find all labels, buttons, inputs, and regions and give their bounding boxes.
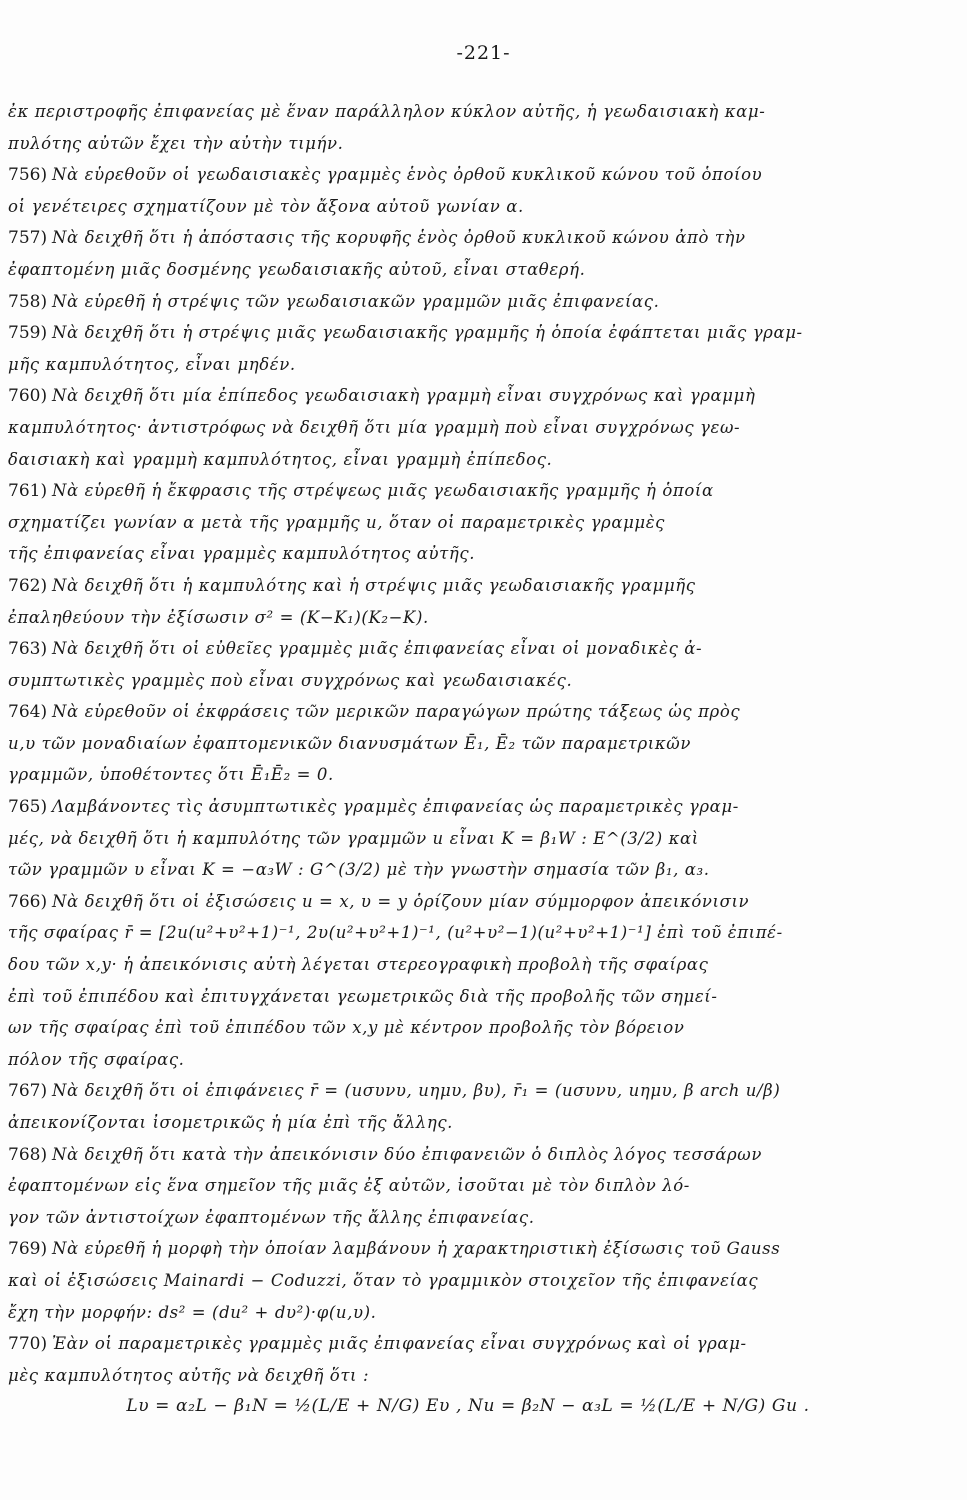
text-line — [8, 728, 888, 760]
exercise-number: 764) — [8, 702, 48, 723]
exercise-number: 763) — [8, 639, 48, 660]
line-text: Ἐὰν οἱ παραμετρικὲς γραμμὲς μιᾶς ἐπιφανείας εἶναι συγχρόνως καὶ οἱ γραμ- — [52, 1334, 747, 1354]
line-text: ἐκ περιστροφῆς ἐπιφανείας μὲ ἕναν παράλληλον κύκλον αὐτῆς, ἡ γεωδαισιακὴ καμ- — [8, 102, 766, 121]
line-text: Νὰ δειχθῆ ὅτι μία ἐπίπεδος γεωδαισιακὴ γραμμὴ εἶναι συγχρόνως καὶ γραμμὴ — [52, 386, 756, 406]
line-text: πόλον τῆς σφαίρας. — [8, 1049, 185, 1069]
line-text: τῆς σφαίρας r̄ = [2u(u²+υ²+1)⁻¹, 2υ(u²+υ²+1)⁻¹, (u²+υ²−1)(u²+υ²+1)⁻¹] ἐπὶ τοῦ ἐπιπέ- — [8, 923, 783, 943]
text-line — [8, 949, 888, 981]
line-text: δου τῶν x,y· ἡ ἀπεικόνισις αὐτὴ λέγεται στερεογραφικὴ προβολὴ τῆς σφαίρας — [8, 955, 709, 975]
line-text: Νὰ εὑρεθῆ ἡ μορφὴ τὴν ὁποίαν λαμβάνουν ἡ χαρακτηριστικὴ ἐξίσωσις τοῦ Gauss — [52, 1239, 781, 1259]
line-text: ἐφαπτομένη μιᾶς δοσμένης γεωδαισιακῆς αὐτοῦ, εἶναι σταθερή. — [8, 259, 586, 279]
line-text: Νὰ εὑρεθῆ ἡ ἔκφρασις τῆς στρέψεως μιᾶς γεωδαισιακῆς γραμμῆς ἡ ὁποία — [52, 481, 714, 501]
line-text: σχηματίζει γωνίαν α μετὰ τῆς γραμμῆς u, ὅταν οἱ παραμετρικὲς γραμμὲς — [8, 512, 666, 532]
text-line — [8, 128, 888, 160]
line-text: u,υ τῶν μοναδιαίων ἐφαπτομενικῶν διανυσμάτων Ē₁, Ē₂ τῶν παραμετρικῶν — [8, 733, 691, 753]
line-text: ἐφαπτομένων εἰς ἕνα σημεῖον τῆς μιᾶς ἐξ αὐτῶν, ἰσοῦται μὲ τὸν διπλὸν λό- — [8, 1176, 690, 1196]
exercise-start-line — [8, 1328, 888, 1360]
exercise-start-line — [8, 886, 888, 918]
text-line — [8, 1265, 888, 1297]
line-text: Νὰ εὑρεθοῦν οἱ ἐκφράσεις τῶν μερικῶν παραγώγων πρώτης τάξεως ὡς πρὸς — [52, 702, 741, 722]
exercise-start-line — [8, 475, 888, 507]
text-line — [8, 1170, 888, 1202]
exercise-start-line — [8, 317, 888, 349]
text-line — [8, 1012, 888, 1044]
line-text: Νὰ δειχθῆ ὅτι ἡ στρέψις μιᾶς γεωδαισιακῆς γραμμῆς ἡ ὁποία ἐφάπτεται μιᾶς γραμ- — [52, 323, 803, 343]
line-text: Νὰ δειχθῆ ὅτι ἡ καμπυλότης καὶ ἡ στρέψις μιᾶς γεωδαισιακῆς γραμμῆς — [52, 575, 696, 595]
exercise-number: 757) — [8, 228, 48, 249]
line-text: γον τῶν ἀντιστοίχων ἐφαπτομένων τῆς ἄλλης ἐπιφανείας. — [8, 1207, 535, 1227]
exercise-start-line — [8, 1075, 888, 1107]
line-text: Νὰ δειχθῆ ὅτι οἱ ἐπιφάνειες r̄ = (uσυνυ, uημυ, βυ), r̄₁ = (uσυνυ, uημυ, β arch u/β) — [52, 1081, 781, 1101]
line-text: Νὰ εὑρεθοῦν οἱ γεωδαισιακὲς γραμμὲς ἑνὸς ὀρθοῦ κυκλικοῦ κώνου τοῦ ὁποίου — [52, 165, 763, 185]
text-line — [8, 854, 888, 886]
line-text: μῆς καμπυλότητος, εἶναι μηδέν. — [8, 354, 296, 374]
exercise-number: 767) — [8, 1081, 48, 1102]
exercise-number: 758) — [8, 291, 48, 312]
line-text: μὲς καμπυλότητος αὐτῆς νὰ δειχθῆ ὅτι : — [8, 1365, 370, 1385]
line-text: ἀπεικονίζονται ἰσομετρικῶς ἡ μία ἐπὶ τῆς ἄλλης. — [8, 1113, 454, 1132]
text-line — [8, 507, 888, 539]
line-text: οἱ γενέτειρες σχηματίζουν μὲ τὸν ἄξονα αὐτοῦ γωνίαν α. — [8, 196, 524, 216]
line-text: Νὰ εὑρεθῆ ἡ στρέψις τῶν γεωδαισιακῶν γραμμῶν μιᾶς ἐπιφανείας. — [52, 291, 660, 311]
line-text: ἐπὶ τοῦ ἐπιπέδου καὶ ἐπιτυγχάνεται γεωμετρικῶς διὰ τῆς προβολῆς τῶν σημεί- — [8, 986, 718, 1006]
text-line — [8, 602, 888, 634]
exercise-start-line — [8, 791, 888, 823]
line-text: πυλότης αὐτῶν ἔχει τὴν αὐτὴν τιμήν. — [8, 133, 344, 153]
line-text: μές, νὰ δειχθῆ ὅτι ἡ καμπυλότης τῶν γραμμῶν u εἶναι K = β₁W : E^(3/2) καὶ — [8, 828, 699, 848]
text-line — [8, 1360, 888, 1392]
text-line — [8, 538, 888, 570]
line-text: καμπυλότητος· ἀντιστρόφως νὰ δειχθῆ ὅτι μία γραμμὴ ποὺ εἶναι συγχρόνως γεω- — [8, 417, 741, 437]
exercise-start-line — [8, 633, 888, 665]
exercise-number: 762) — [8, 575, 48, 596]
text-line — [8, 1107, 888, 1139]
text-line — [8, 917, 888, 949]
line-text: ἔχη τὴν μορφήν: ds² = (du² + dυ²)·φ(u,υ). — [8, 1302, 377, 1322]
exercise-start-line — [8, 222, 888, 254]
exercise-number: 759) — [8, 323, 48, 344]
text-line — [8, 444, 888, 476]
line-text: Νὰ δειχθῆ ὅτι οἱ ἐξισώσεις u = x, υ = y ὁρίζουν μίαν σύμμορφον ἀπεικόνισιν — [52, 891, 750, 911]
line-text: τῶν γραμμῶν υ εἶναι K = −α₃W : G^(3/2) μὲ τὴν γνωστὴν σημασία τῶν β₁, α₃. — [8, 860, 710, 880]
line-text: Λαμβάνοντες τὶς ἀσυμπτωτικὲς γραμμὲς ἐπιφανείας ὡς παραμετρικὲς γραμ- — [52, 797, 739, 817]
line-text: δαισιακὴ καὶ γραμμὴ καμπυλότητος, εἶναι γραμμὴ ἐπίπεδος. — [8, 449, 553, 469]
text-line — [8, 412, 888, 444]
exercise-start-line — [8, 1139, 888, 1171]
text-line — [8, 254, 888, 286]
exercise-start-line — [8, 380, 888, 412]
page-number: -221- — [456, 42, 511, 64]
exercise-start-line — [8, 159, 888, 191]
exercise-number: 768) — [8, 1144, 48, 1165]
line-text: γραμμῶν, ὑποθέτοντες ὅτι Ē₁Ē₂ = 0. — [8, 765, 334, 785]
exercise-number: 770) — [8, 1334, 48, 1355]
text-line — [8, 665, 888, 697]
text-line — [8, 1044, 888, 1076]
exercise-start-line — [8, 696, 888, 728]
line-text: Νὰ δειχθῆ ὅτι κατὰ τὴν ἀπεικόνισιν δύο ἐπιφανειῶν ὁ διπλὸς λόγος τεσσάρων — [52, 1144, 762, 1164]
exercise-number: 761) — [8, 481, 48, 502]
line-text: Νὰ δειχθῆ ὅτι οἱ εὐθεῖες γραμμὲς μιᾶς ἐπιφανείας εἶναι οἱ μοναδικὲς ἀ- — [52, 639, 703, 659]
exercise-start-line — [8, 570, 888, 602]
exercise-number: 766) — [8, 891, 48, 912]
exercise-number: 769) — [8, 1239, 48, 1260]
line-text: τῆς ἐπιφανείας εἶναι γραμμὲς καμπυλότητος αὐτῆς. — [8, 544, 476, 564]
line-text: ἐπαληθεύουν τὴν ἐξίσωσιν σ² = (K−K₁)(K₂−K). — [8, 607, 429, 627]
text-line — [8, 1202, 888, 1234]
text-line — [8, 191, 888, 223]
line-text: Νὰ δειχθῆ ὅτι ἡ ἀπόστασις τῆς κορυφῆς ἑνὸς ὀρθοῦ κυκλικοῦ κώνου ἀπὸ τὴν — [52, 228, 746, 248]
exercise-number: 760) — [8, 386, 48, 407]
line-text: ων τῆς σφαίρας ἐπὶ τοῦ ἐπιπέδου τῶν x,y μὲ κέντρον προβολῆς τὸν βόρειον — [8, 1018, 685, 1038]
text-line — [8, 981, 888, 1013]
final-formula: Lυ = α₂L − β₁N = ½(L/E + N/G) Eυ , Nu = β₂N − α₃L = ½(L/E + N/G) Gu . — [126, 1396, 810, 1417]
line-text: συμπτωτικὲς γραμμὲς ποὺ εἶναι συγχρόνως καὶ γεωδαισιακές. — [8, 670, 573, 690]
text-line — [8, 1297, 888, 1329]
line-text: καὶ οἱ ἐξισώσεις Mainardi − Coduzzi, ὅταν τὸ γραμμικὸν στοιχεῖον τῆς ἐπιφανείας — [8, 1270, 759, 1290]
text-line — [8, 96, 888, 128]
exercise-number: 756) — [8, 165, 48, 186]
text-line — [8, 349, 888, 381]
exercise-start-line — [8, 1233, 888, 1265]
text-line — [8, 759, 888, 791]
exercise-number: 765) — [8, 797, 48, 818]
exercise-text-block — [8, 96, 888, 1423]
exercise-start-line — [8, 286, 888, 318]
text-line — [8, 823, 888, 855]
